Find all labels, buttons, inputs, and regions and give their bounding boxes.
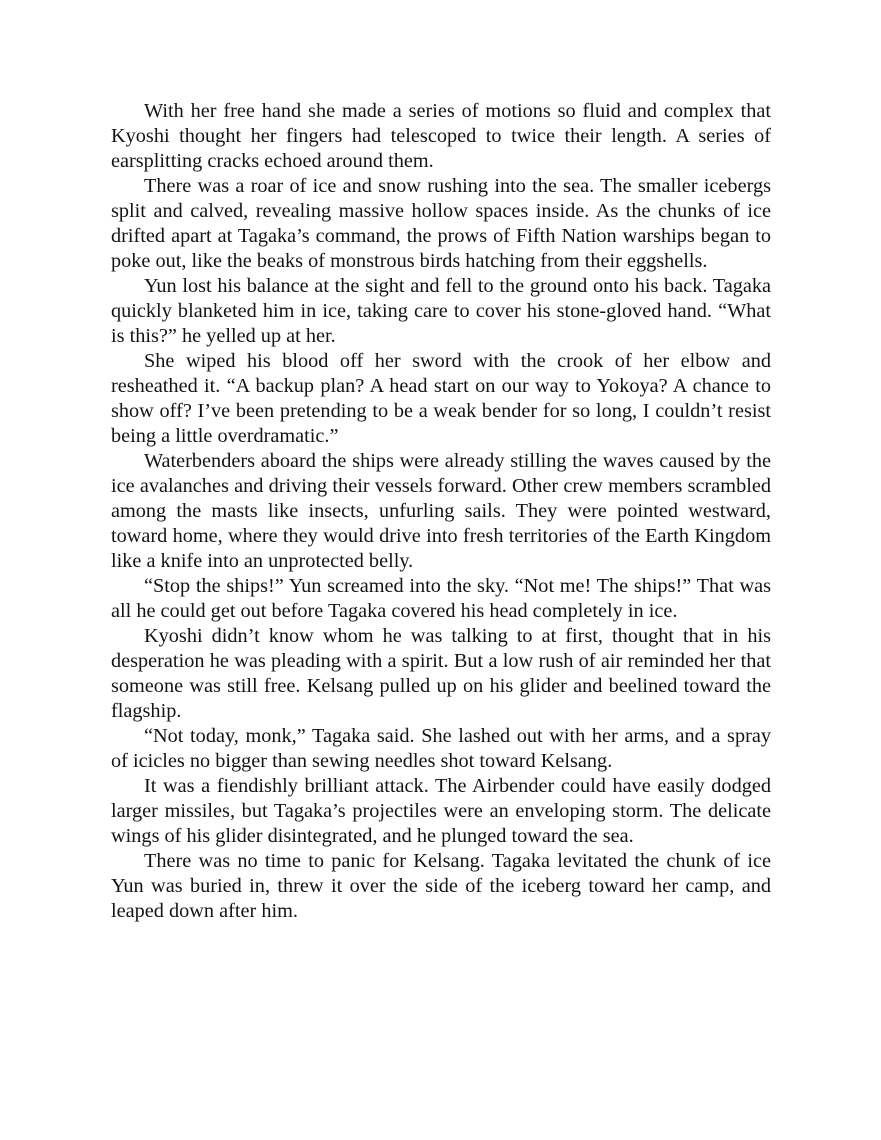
paragraph-5: Waterbenders aboard the ships were already stilling the waves caused by the ice avalanches and driving their vessels forward. Other crew members scrambled among the masts like insects, unfurling sails. They were pointed westward, toward home, where they would drive into fresh territories of the Earth Kingdom like a knife into an unprotected belly.	[111, 450, 771, 572]
paragraph-1: With her free hand she made a series of motions so fluid and complex that Kyoshi thought her fingers had telescoped to twice their length. A series of earsplitting cracks echoed around them.	[111, 100, 771, 172]
paragraph-2: There was a roar of ice and snow rushing into the sea. The smaller icebergs split and calved, revealing massive hollow spaces inside. As the chunks of ice drifted apart at Tagaka’s command, the prows of Fifth Nation warships began to poke out, like the beaks of monstrous birds hatching from their eggshells.	[111, 175, 771, 272]
paragraph-10: There was no time to panic for Kelsang. Tagaka levitated the chunk of ice Yun was buried in, threw it over the side of the iceberg toward her camp, and leaped down after him.	[111, 850, 771, 922]
paragraph-6: “Stop the ships!” Yun screamed into the sky. “Not me! The ships!” That was all he could get out before Tagaka covered his head completely in ice.	[111, 575, 771, 622]
paragraph-8: “Not today, monk,” Tagaka said. She lashed out with her arms, and a spray of icicles no bigger than sewing needles shot toward Kelsang.	[111, 725, 771, 772]
paragraph-7: Kyoshi didn’t know whom he was talking to at first, thought that in his desperation he was pleading with a spirit. But a low rush of air reminded her that someone was still free. Kelsang pulled up on his glider and beelined toward the flagship.	[111, 625, 771, 722]
paragraph-9: It was a fiendishly brilliant attack. The Airbender could have easily dodged larger missiles, but Tagaka’s projectiles were an enveloping storm. The delicate wings of his glider disintegrated, and he plunged toward the sea.	[111, 775, 771, 847]
paragraph-4: She wiped his blood off her sword with the crook of her elbow and resheathed it. “A backup plan? A head start on our way to Yokoya? A chance to show off? I’ve been pretending to be a weak bender for so long, I couldn’t resist being a little overdramatic.”	[111, 350, 771, 447]
paragraph-3: Yun lost his balance at the sight and fell to the ground onto his back. Tagaka quickly blanketed him in ice, taking care to cover his stone-gloved hand. “What is this?” he yelled up at her.	[111, 275, 771, 347]
body-text	[111, 99, 771, 924]
